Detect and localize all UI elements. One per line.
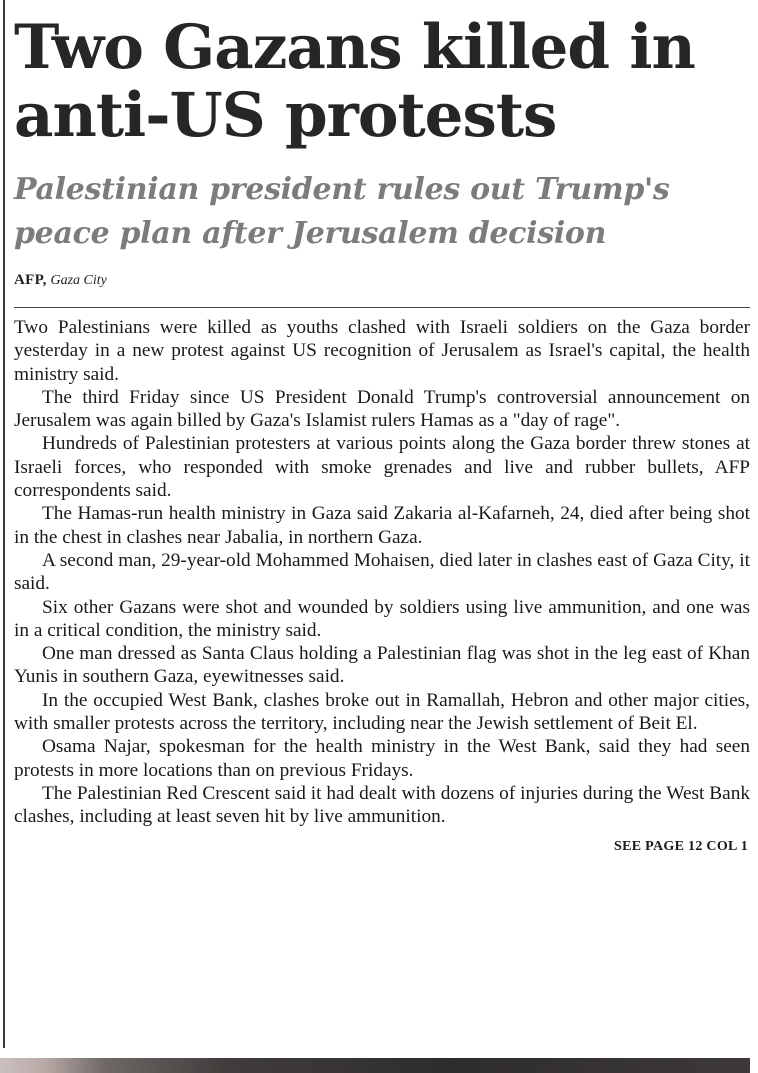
paragraph-5: A second man, 29-year-old Mohammed Mohaisen, died later in clashes east of Gaza City, it said. [14, 549, 750, 595]
paragraph-9: Osama Najar, spokesman for the health ministry in the West Bank, said they had seen protests in more locations than on previous Fridays. [14, 736, 750, 781]
byline-dateline: Gaza City [50, 273, 107, 288]
paragraph-3: Hundreds of Palestinian protesters at various points along the Gaza border threw stones at Israeli forces, who responded with smoke grenades and live and rubber bullets, AFP correspondents said. [14, 433, 750, 502]
byline-divider [14, 307, 750, 308]
paragraph-2: The third Friday since US President Donald Trump's controversial announcement on Jerusalem was again billed by Gaza's Islamist rulers Hamas as a "day of rage". [14, 386, 750, 432]
continuation-note: SEE PAGE 12 COL 1 [614, 838, 748, 854]
byline-agency: AFP, [14, 272, 47, 288]
byline [14, 268, 750, 292]
headline: Two Gazans killed in anti-US protests [14, 12, 695, 151]
paragraph-1: Two Palestinians were killed as youths clashed with Israeli soldiers on the Gaza border yesterday in a new protest against US recognition of Jerusalem as Israel's capital, the health ministry said. [14, 317, 750, 385]
paragraph-4: The Hamas-run health ministry in Gaza said Zakaria al-Kafarneh, 24, died after being shot in the chest in clashes near Jabalia, in northern Gaza. [14, 503, 750, 548]
adjacent-photo-edge [0, 1058, 750, 1073]
paragraph-7: One man dressed as Santa Claus holding a Palestinian flag was shot in the leg east of Khan Yunis in southern Gaza, eyewitnesses said. [14, 643, 750, 688]
paragraph-8: In the occupied West Bank, clashes broke out in Ramallah, Hebron and other major cities, with smaller protests across the territory, including near the Jewish settlement of Beit El. [14, 689, 750, 735]
paragraph-10: The Palestinian Red Crescent said it had dealt with dozens of injuries during the West Bank clashes, including at least seven hit by live ammunition. [14, 782, 750, 828]
paragraph-6: Six other Gazans were shot and wounded by soldiers using live ammunition, and one was in a critical condition, the ministry said. [14, 596, 750, 641]
news-article [14, 0, 750, 855]
article-body [14, 316, 750, 829]
column-rule [3, 0, 5, 1048]
subheadline: Palestinian president rules out Trump's peace plan after Jerusalem decision [14, 172, 670, 251]
